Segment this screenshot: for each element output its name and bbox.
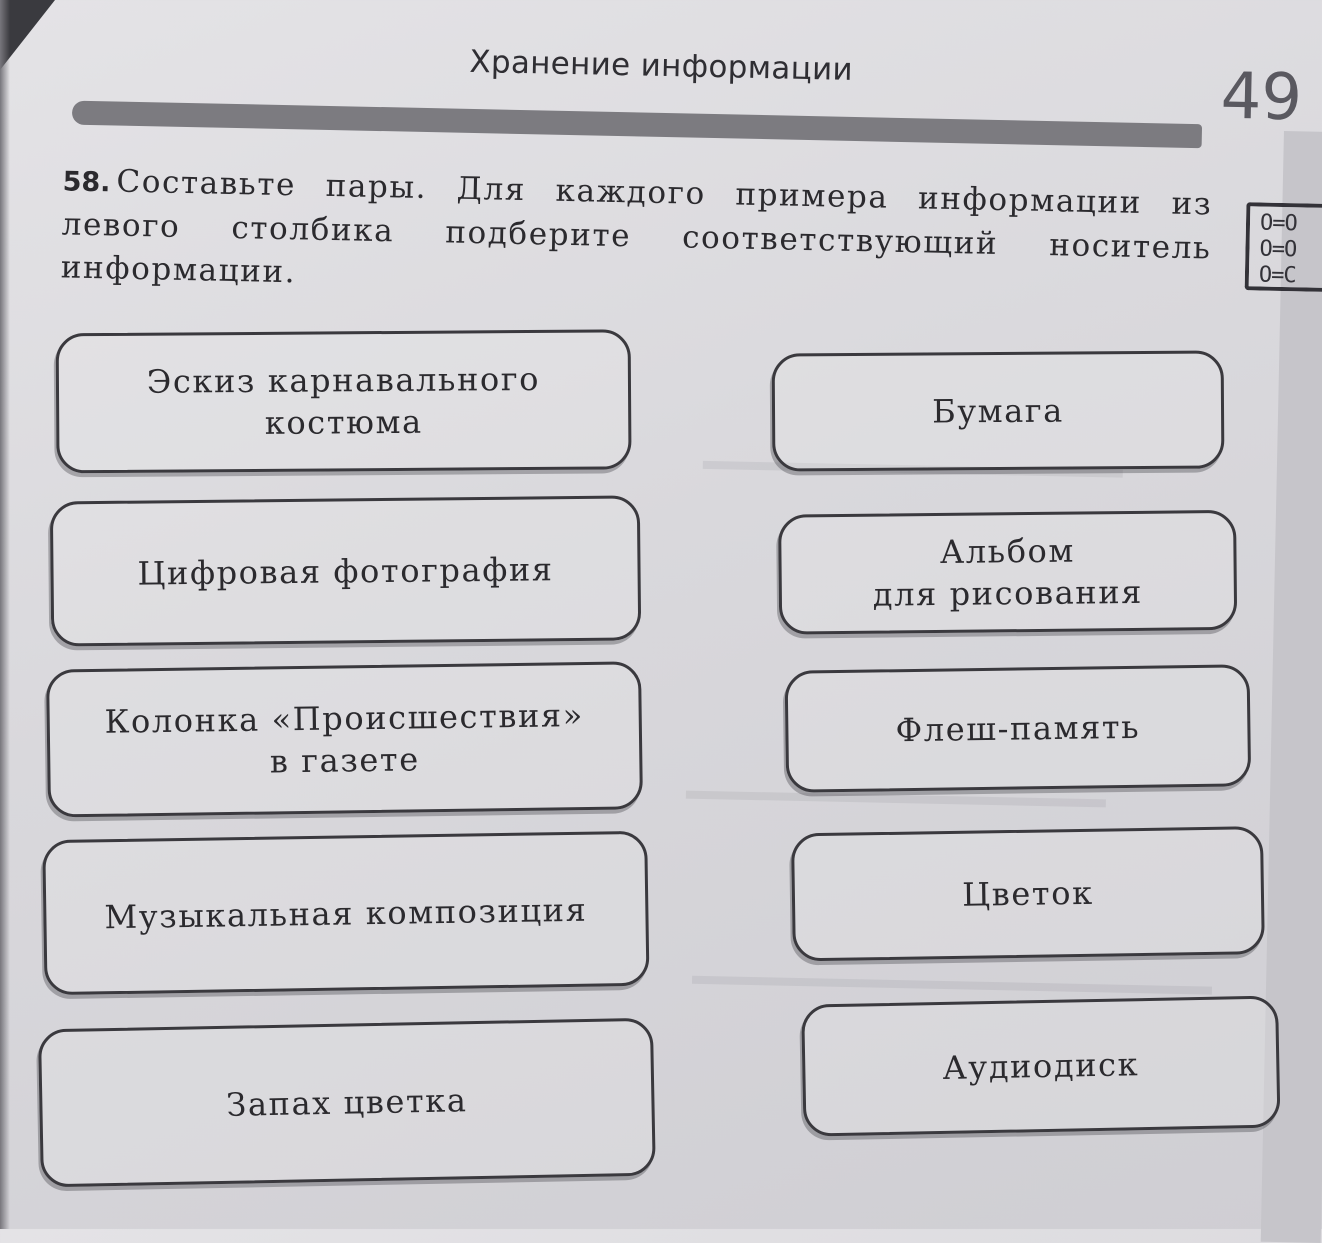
right-card-drawing-album[interactable]: [778, 510, 1237, 635]
card-text-line: Цветок: [961, 873, 1094, 914]
page-number: 49: [1219, 59, 1303, 136]
right-card-paper[interactable]: [772, 350, 1225, 471]
task-text: Составьте пары. Для каждого примера информации из левого столбика подберите соответствующий носитель информации.: [60, 163, 1213, 291]
show-through-mark: [686, 791, 1106, 808]
card-text-line: костюма: [264, 402, 423, 442]
right-card-flower[interactable]: [791, 826, 1265, 961]
matching-pairs-icon: [1245, 202, 1322, 292]
pairs-icon-row: O=O: [1259, 236, 1297, 263]
task-statement: [60, 159, 1212, 313]
right-card-flash-memory[interactable]: [785, 664, 1252, 792]
pairs-icon-row: O=C: [1258, 262, 1296, 289]
show-through-mark: [692, 976, 1212, 995]
card-text-line: Флеш-память: [895, 707, 1141, 750]
card-text-line: Цифровая фотография: [137, 549, 554, 593]
card-text-line: Колонка «Происшествия»: [104, 696, 585, 741]
card-text-line: для рисования: [872, 572, 1144, 614]
running-title: Хранение информации: [469, 43, 854, 88]
pairs-icon-row: O=O: [1259, 210, 1298, 237]
header-rule: [72, 101, 1202, 149]
card-text-line: Эскиз карнавального: [146, 359, 541, 401]
card-text-line: Альбом: [939, 531, 1076, 571]
card-text-line: Запах цветка: [225, 1081, 468, 1124]
card-text-line: в газете: [269, 740, 420, 781]
card-text-line: Музыкальная композиция: [104, 890, 588, 936]
card-text-line: Аудиодиск: [942, 1045, 1140, 1087]
left-card-digital-photo[interactable]: [50, 495, 641, 646]
left-card-costume-sketch[interactable]: [56, 329, 632, 473]
left-card-music-composition[interactable]: [42, 831, 649, 995]
left-card-newspaper-column[interactable]: [46, 661, 643, 817]
card-text-line: Бумага: [932, 391, 1065, 431]
right-card-audio-disc[interactable]: [801, 996, 1280, 1137]
left-card-flower-smell[interactable]: [38, 1018, 656, 1188]
task-number: 58.: [62, 166, 111, 199]
